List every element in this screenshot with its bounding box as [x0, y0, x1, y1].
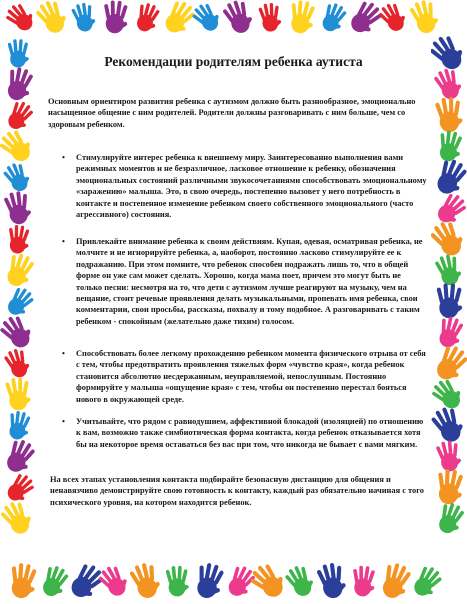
handprint-icon	[376, 0, 410, 35]
recommendation-item: • Привлекайте внимание ребенка к своим действиям. Купая, одевая, осматривая ребенка, не молчите и не игнорируйте ребенка, а, наоборот, постоянно ласково стимулируйте ее к подражанию. При этом помните, что ребенок способен подражать лишь то, что в общей форме он уже сам может сделать. Хорошо, когда мама поет, причем это могут быть не только песни: несмотря на то, что дети с аутизмом лучше реагируют на музыку, чем на вещание, стоит речевые проявления делать музыкальными, пропевать имя ребенка, свои комментарии, свои просьбы, рассказы, похвалу и тому подобное. А разговаривать с таким ребенком - спокойным (желательно даже тихим) голосом.	[76, 236, 428, 327]
handprint-icon	[7, 39, 29, 68]
handprint-icon	[0, 312, 37, 353]
handprint-icon	[189, 0, 224, 35]
handprint-icon	[33, 0, 71, 37]
handprint-icon	[7, 224, 31, 254]
document-title: Рекомендации родителям ребенка аутиста	[104, 54, 363, 69]
handprint-icon	[220, 0, 256, 37]
handprint-icon	[433, 252, 464, 288]
handprint-icon	[2, 346, 32, 380]
handprint-icon	[165, 565, 189, 596]
handprint-icon	[345, 0, 385, 39]
handprint-icon	[0, 126, 37, 167]
handprint-icon	[3, 189, 34, 226]
handprint-icon	[3, 65, 36, 103]
handprint-icon	[246, 559, 289, 603]
recommendation-item: • Способствовать более легкому прохождению ребенком момента физического отрыва от себя с тем, чтобы предотвратить проявления тяжелых форм «чувство края», когда ребенок становится абсолютно несдержанным, неуправляемой, непослушным. Постоянно формируйте у малыша «ощущение края» с тем, чтобы он постепенно перестал бояться нового в окружающей среде.	[76, 348, 428, 405]
handprint-icon	[3, 284, 37, 320]
handprint-icon	[409, 563, 446, 601]
handprint-icon	[427, 217, 467, 261]
document-sheet	[36, 40, 431, 552]
handprint-icon	[283, 562, 318, 600]
handprint-icon	[96, 562, 132, 600]
handprint-icon	[318, 0, 350, 35]
handprint-icon	[1, 160, 33, 195]
handprint-icon	[431, 342, 467, 386]
handprint-icon	[1, 436, 38, 477]
handprint-icon	[3, 471, 38, 507]
handprint-icon	[426, 31, 467, 75]
handprint-icon	[434, 500, 467, 537]
handprint-icon	[258, 2, 283, 33]
handprint-icon	[377, 560, 414, 602]
handprint-icon	[436, 283, 463, 318]
handprint-icon	[7, 562, 38, 600]
handprint-icon	[435, 439, 463, 473]
handprint-icon	[3, 98, 36, 134]
recommendation-item: • Стимулируйте интерес ребенка к внешнему миру. Заинтересованно выполнения вами режимных моментов и не безразличное, ласковое отношение к ребенку, обозначения эмоциональных состояний различными звукосочетаниями способствовать эмоциональному «заражению» малыша. Это, в свою очередь, постепенно вызовет у него потребность в контакте и постепенное изменение ребенком своего собственного эмоционального (часто агрессивного) состояния.	[76, 152, 428, 220]
handprint-icon	[435, 468, 465, 506]
handprint-icon	[128, 560, 164, 601]
handprint-icon	[6, 409, 33, 441]
handprint-icon	[160, 0, 199, 38]
handprint-icon	[132, 1, 162, 35]
closing-paragraph: На всех этапах установления контакта подбирайте безопасную дистанцию для общения и ненавязчиво демонстрируйте свою готовность к контакту, каждый раз обязательно начиная с того психического уровня, на котором находится ребенок.	[50, 475, 424, 507]
handprint-icon	[435, 314, 466, 350]
handprint-icon	[429, 403, 467, 446]
recommendation-item: • Учитывайте, что рядом с равнодушием, аффективной блокадой (изоляцией) по отношению к вам, возможно также симбиотическая форма контакта, когда ребенок отказывается хотя бы на некоторое время оставаться без вас при том, что никогда не бывает с вами мягким.	[76, 416, 428, 450]
handprint-icon	[432, 66, 465, 103]
intro-paragraph: Основным ориентиром развития ребенка с аутизмом должно быть разнообразное, эмоционально насыщенное общение с ним родителей. Родители должны разговаривать с ним больше, чем со здоровым ребенком.	[48, 97, 416, 129]
handprint-icon	[0, 498, 36, 539]
handprint-icon	[351, 565, 376, 597]
handprint-icon	[408, 0, 442, 36]
handprint-icon	[315, 561, 348, 601]
handprint-icon	[287, 0, 317, 35]
handprint-icon	[2, 251, 37, 291]
handprint-icon	[436, 129, 464, 163]
handprint-icon	[3, 0, 38, 35]
handprint-icon	[192, 561, 226, 601]
handprint-icon	[431, 156, 467, 199]
handprint-icon	[434, 96, 464, 134]
handprint-icon	[70, 1, 98, 34]
handprint-icon	[38, 563, 72, 600]
handprint-icon	[4, 376, 32, 411]
handprint-icon	[429, 375, 467, 413]
handprint-icon	[102, 0, 129, 34]
